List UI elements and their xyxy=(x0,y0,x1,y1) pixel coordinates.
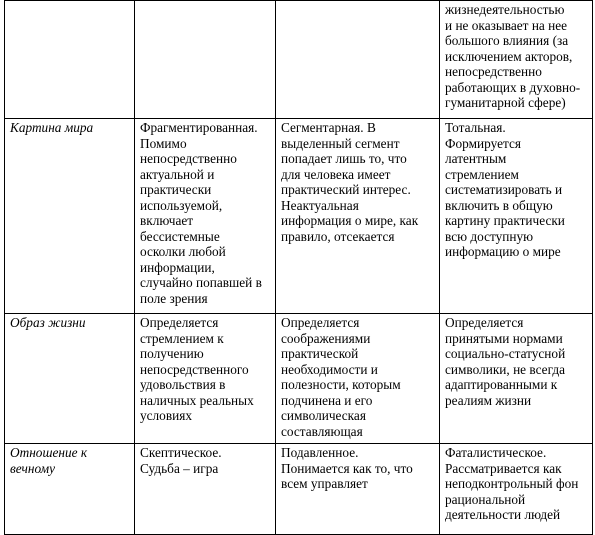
cell-line: латентным xyxy=(445,151,507,166)
cell-line: символики, не всегда xyxy=(445,361,566,377)
cell-line: полезности, которым xyxy=(281,377,401,392)
cell-line: социально-статусной xyxy=(445,346,566,361)
table-cell xyxy=(276,444,440,535)
cell-line: принятыми нормами xyxy=(445,330,563,346)
cell-line: правило, отсекается xyxy=(281,228,395,244)
cell-line: большого влияния (за xyxy=(445,33,569,48)
cell-line: практически xyxy=(140,182,212,197)
cell-line: осколки любой xyxy=(140,244,226,259)
cell-line: выделенный сегмент xyxy=(281,135,400,151)
row-header-cell xyxy=(5,314,135,444)
cell-line: систематизировать и xyxy=(445,182,563,197)
cell-line: картину практически xyxy=(445,213,565,228)
table-cell xyxy=(276,314,440,444)
cell-line: Тотальная. xyxy=(445,120,506,135)
cell-line: жизнедеятельностью xyxy=(445,2,565,17)
cell-line: гуманитарной сфере) xyxy=(445,95,566,110)
cell-line: Сегментарная. В xyxy=(281,120,376,135)
cell-line: включить в общую xyxy=(445,197,553,213)
row-header-line: Отношение к xyxy=(10,445,88,460)
cell-line: непосредственно xyxy=(140,151,237,166)
cell-line: наличных реальных xyxy=(140,392,254,408)
continuation-row xyxy=(5,1,593,119)
cell-line: практической xyxy=(281,346,359,361)
cell-line: информации, xyxy=(140,259,215,275)
cell-line: деятельности людей xyxy=(445,507,561,522)
worldview-row xyxy=(5,119,593,314)
cell-line: практический интерес. xyxy=(281,182,411,197)
table-cell xyxy=(135,314,276,444)
row-header-cell xyxy=(5,444,135,535)
cell-line: включает xyxy=(140,213,194,228)
row-header-cell xyxy=(5,1,135,119)
cell-line: адаптированными к xyxy=(445,377,558,392)
cell-line: Фрагментированная. xyxy=(140,120,258,135)
table-cell xyxy=(135,444,276,535)
cell-line: используемой, xyxy=(140,197,223,213)
cell-line: стремлением xyxy=(445,166,519,182)
cell-line: всем управляет xyxy=(281,476,368,491)
cell-line: Определяется xyxy=(445,315,524,330)
cell-line: актуальной и xyxy=(140,166,215,182)
cell-line: подчинена и его xyxy=(281,392,373,408)
row-header-line: Образ жизни xyxy=(10,315,86,330)
table-cell xyxy=(135,119,276,314)
comparison-table xyxy=(4,0,593,535)
cell-line: составляющая xyxy=(281,423,363,439)
cell-line: поле зрения xyxy=(140,290,208,306)
table-cell xyxy=(440,1,593,119)
cell-line: Судьба – игра xyxy=(140,460,219,476)
cell-line: стремлением к xyxy=(140,330,224,346)
cell-line: для человека имеет xyxy=(281,166,391,182)
cell-line: соображениями xyxy=(281,330,371,346)
row-header-cell xyxy=(5,119,135,314)
cell-line: Рассматривается как xyxy=(445,460,562,476)
cell-line: непосредственного xyxy=(140,361,249,377)
table-cell xyxy=(440,119,593,314)
cell-line: всю доступную xyxy=(445,228,534,244)
cell-line: Неактуальная xyxy=(281,197,359,213)
cell-line: непосредственно xyxy=(445,64,542,79)
cell-line: Определяется xyxy=(281,315,360,330)
cell-line: рациональной xyxy=(445,491,526,507)
eternal-attitude-row xyxy=(5,444,593,535)
row-header-line: вечному xyxy=(10,460,55,476)
cell-line: неподконтрольный фон xyxy=(445,476,579,491)
cell-line: исключением акторов, xyxy=(445,48,573,64)
table-cell xyxy=(135,1,276,119)
table-cell xyxy=(276,119,440,314)
cell-line: Определяется xyxy=(140,315,219,330)
cell-line: Помимо xyxy=(140,135,187,151)
cell-line: работающих в духовно- xyxy=(445,79,581,95)
cell-line: информацию о мире xyxy=(445,244,561,259)
cell-line: информация о мире, как xyxy=(281,213,419,228)
cell-line: Фаталистическое. xyxy=(445,445,547,460)
cell-line: необходимости и xyxy=(281,361,378,377)
cell-line: Формируется xyxy=(445,135,521,151)
cell-line: условиях xyxy=(140,408,192,423)
lifestyle-row xyxy=(5,314,593,444)
cell-line: попадает лишь то, что xyxy=(281,151,407,166)
table-cell xyxy=(440,444,593,535)
cell-line: Понимается как то, что xyxy=(281,460,413,476)
cell-line: и не оказывает на нее xyxy=(445,17,568,33)
cell-line: символическая xyxy=(281,408,366,423)
cell-line: удовольствия в xyxy=(140,377,226,392)
cell-line: получению xyxy=(140,346,204,361)
table-cell xyxy=(276,1,440,119)
row-header-line: Картина мира xyxy=(10,120,94,135)
cell-line: случайно попавшей в xyxy=(140,275,262,290)
table-body xyxy=(5,1,593,535)
cell-line: Скептическое. xyxy=(140,445,222,460)
table-cell xyxy=(440,314,593,444)
cell-line: реалиям жизни xyxy=(445,392,532,408)
cell-line: Подавленное. xyxy=(281,445,359,460)
cell-line: бессистемные xyxy=(140,228,220,244)
